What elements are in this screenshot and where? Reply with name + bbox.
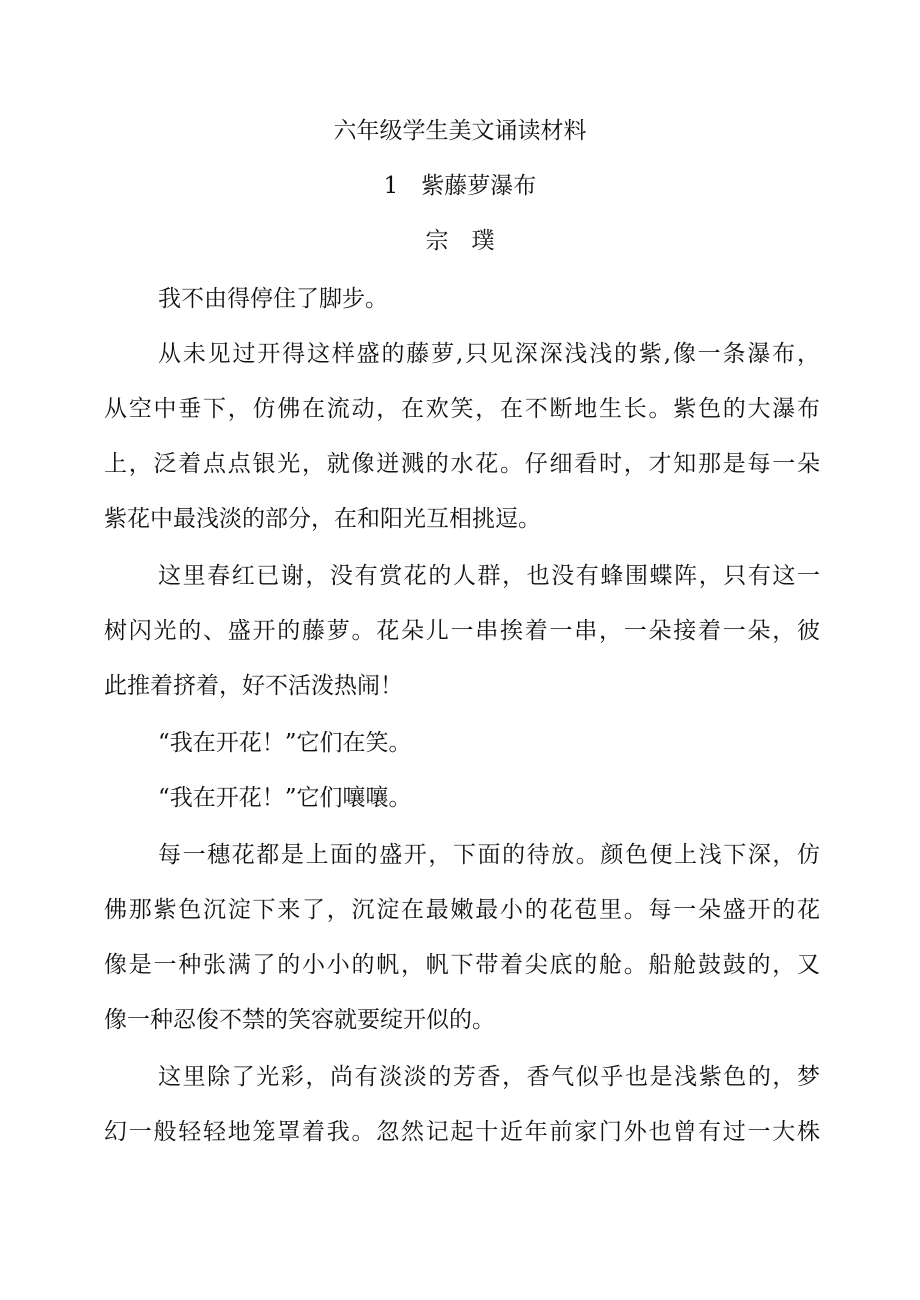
paragraph-line: 紫花中最浅淡的部分，在和阳光互相挑逗。 bbox=[104, 506, 541, 532]
essay-title: 1 紫藤萝瀑布 bbox=[383, 173, 537, 199]
paragraph-line: 这里除了光彩，尚有淡淡的芳香，香气似乎也是浅紫色的，梦 bbox=[158, 1064, 820, 1090]
paragraph-line: 树闪光的、盛开的藤萝。花朵儿一串挨着一串，一朵接着一朵，彼 bbox=[104, 618, 820, 644]
essay-author: 宗 璞 bbox=[425, 228, 495, 254]
paragraph-line: 佛那紫色沉淀下来了，沉淀在最嫩最小的花苞里。每一朵盛开的花 bbox=[104, 897, 820, 923]
paragraph-line: 此推着挤着，好不活泼热闹！ bbox=[104, 673, 403, 699]
paragraph-line: 上，泛着点点银光，就像迸溅的水花。仔细看时，才知那是每一朵 bbox=[104, 451, 820, 477]
paragraph-line: 我不由得停住了脚步。 bbox=[158, 286, 388, 312]
document-header: 六年级学生美文诵读材料 bbox=[333, 118, 587, 144]
paragraph-line: 幻一般轻轻地笼罩着我。忽然记起十近年前家门外也曾有过一大株 bbox=[104, 1119, 820, 1145]
paragraph-line: “我在开花！”它们在笑。 bbox=[158, 730, 412, 756]
paragraph-line: 从空中垂下，仿佛在流动，在欢笑，在不断地生长。紫色的大瀑布 bbox=[104, 396, 820, 422]
paragraph-line: 每一穗花都是上面的盛开，下面的待放。颜色便上浅下深，仿 bbox=[158, 842, 820, 868]
paragraph-line: 从未见过开得这样盛的藤萝,只见深深浅浅的紫,像一条瀑布， bbox=[158, 341, 820, 367]
paragraph-line: 像一种忍俊不禁的笑容就要绽开似的。 bbox=[104, 1007, 495, 1033]
paragraph-line: “我在开花！”它们嚷嚷。 bbox=[158, 785, 412, 811]
paragraph-line: 像是一种张满了的小小的帆，帆下带着尖底的舱。船舱鼓鼓的，又 bbox=[104, 952, 820, 978]
paragraph-line: 这里春红已谢，没有赏花的人群，也没有蜂围蝶阵，只有这一 bbox=[158, 563, 820, 589]
